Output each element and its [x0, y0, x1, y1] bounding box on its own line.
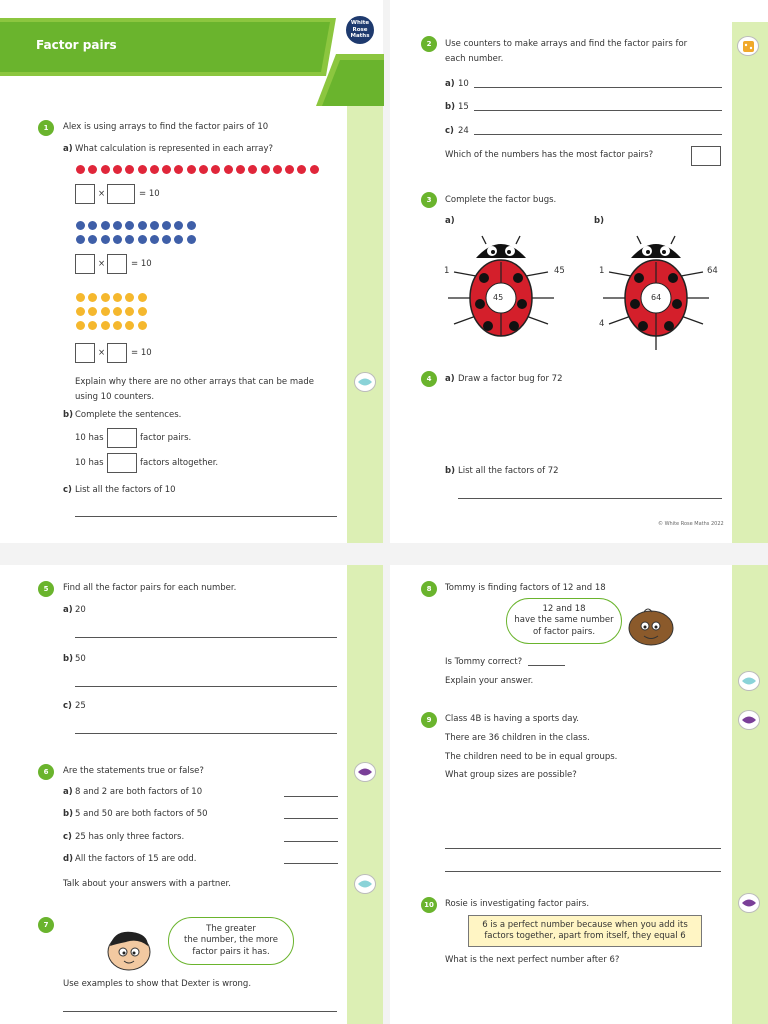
- counter: [310, 165, 319, 174]
- counter: [211, 165, 220, 174]
- counter: [88, 165, 97, 174]
- counter: [113, 165, 122, 174]
- counter: [138, 165, 147, 174]
- part-label: a): [63, 144, 73, 154]
- margin-strip: [732, 565, 768, 1024]
- item-value: 25: [75, 701, 86, 711]
- q1-explain: Explain why there are no other arrays that can be made: [75, 377, 314, 387]
- answer-line[interactable]: [474, 87, 722, 88]
- bug-factor: 64: [707, 266, 718, 276]
- counter: [113, 221, 122, 230]
- part-label: c): [63, 832, 72, 842]
- reasoning-icon: [738, 893, 760, 913]
- counter: [236, 165, 245, 174]
- sentence-end: factor pairs.: [140, 433, 192, 443]
- counter: [101, 293, 110, 302]
- part-label: c): [63, 701, 72, 711]
- counter: [138, 221, 147, 230]
- q8-intro: Tommy is finding factors of 12 and 18: [445, 583, 606, 593]
- answer-line[interactable]: [75, 516, 337, 517]
- q4a-text: Draw a factor bug for 72: [458, 374, 563, 384]
- bubble-line: 12 and 18: [542, 603, 586, 614]
- counter: [125, 321, 134, 330]
- counter: [113, 307, 122, 316]
- part-label: b): [63, 654, 73, 664]
- answer-box[interactable]: [75, 184, 95, 204]
- counter: [76, 165, 85, 174]
- margin-strip: [347, 565, 383, 1024]
- reasoning-icon: [354, 762, 376, 782]
- part-label: a): [445, 79, 455, 89]
- q2-intro: each number.: [445, 54, 504, 64]
- bubble-line: have the same number: [514, 615, 614, 626]
- dice-icon: [737, 36, 759, 56]
- part-label: a): [63, 605, 73, 615]
- logo-line: Maths: [350, 33, 370, 40]
- statement-text: All the factors of 15 are odd.: [75, 854, 197, 864]
- counter: [261, 165, 270, 174]
- counter: [187, 221, 196, 230]
- counter: [88, 235, 97, 244]
- q9-line: The children need to be in equal groups.: [445, 752, 618, 762]
- part-label: a): [445, 216, 455, 226]
- question-number: 6: [38, 764, 54, 780]
- sentence-end: factors altogether.: [140, 458, 219, 468]
- item-value: 10: [458, 79, 469, 89]
- answer-box[interactable]: [107, 428, 137, 448]
- bug-factor: 1: [444, 266, 450, 276]
- times-sign: ×: [98, 189, 106, 199]
- counter: [88, 307, 97, 316]
- counter: [174, 221, 183, 230]
- item-value: 15: [458, 102, 469, 112]
- answer-box[interactable]: [107, 343, 127, 363]
- answer-line[interactable]: [75, 637, 337, 638]
- counter: [162, 165, 171, 174]
- counter: [101, 235, 110, 244]
- q9-line: There are 36 children in the class.: [445, 733, 590, 743]
- q10-intro: Rosie is investigating factor pairs.: [445, 899, 590, 909]
- counter: [76, 293, 85, 302]
- answer-line[interactable]: [284, 818, 338, 819]
- answer-box[interactable]: [75, 254, 95, 274]
- counter: [125, 165, 134, 174]
- statement-text: 25 has only three factors.: [75, 832, 185, 842]
- q4b-text: List all the factors of 72: [458, 466, 559, 476]
- bug-factor: 45: [554, 266, 565, 276]
- answer-line[interactable]: [75, 733, 337, 734]
- header-banner: [0, 14, 384, 110]
- part-label: b): [445, 102, 455, 112]
- info-line: factors together, apart from itself, they equal 6: [484, 931, 686, 942]
- q2-question: Which of the numbers has the most factor pairs?: [445, 150, 654, 160]
- counter: [113, 293, 122, 302]
- equals-ten: = 10: [131, 348, 152, 358]
- counter: [125, 293, 134, 302]
- counter: [150, 165, 159, 174]
- q1-explain: using 10 counters.: [75, 392, 155, 402]
- counter: [88, 221, 97, 230]
- discussion-icon: [354, 372, 376, 392]
- answer-line[interactable]: [528, 665, 565, 666]
- question-number: 8: [421, 581, 437, 597]
- q1-intro: Alex is using arrays to find the factor pairs of 10: [63, 122, 269, 132]
- logo-line: White: [350, 20, 370, 26]
- answer-line[interactable]: [63, 1011, 337, 1012]
- margin-strip: [347, 60, 383, 543]
- counter: [138, 307, 147, 316]
- answer-line[interactable]: [474, 110, 722, 111]
- question-number: 1: [38, 120, 54, 136]
- speech-bubble: [168, 917, 294, 965]
- counter: [88, 321, 97, 330]
- answer-box[interactable]: [75, 343, 95, 363]
- ladybird-a-icon: [446, 232, 572, 352]
- answer-box[interactable]: [107, 184, 135, 204]
- counter: [150, 221, 159, 230]
- answer-box[interactable]: [107, 453, 137, 473]
- times-sign: ×: [98, 259, 106, 269]
- counter: [138, 235, 147, 244]
- logo-line: Rose: [352, 26, 368, 33]
- copyright: © White Rose Maths 2022: [658, 521, 724, 527]
- times-sign: ×: [98, 348, 106, 358]
- counter: [101, 221, 110, 230]
- item-value: 24: [458, 126, 469, 136]
- part-label: b): [594, 216, 604, 226]
- q8-explain: Explain your answer.: [445, 676, 534, 686]
- info-box: [468, 915, 702, 947]
- answer-line[interactable]: [284, 863, 338, 864]
- page-title: Factor pairs: [36, 38, 117, 52]
- item-value: 50: [75, 654, 86, 664]
- tommy-face-icon: [626, 606, 678, 648]
- part-label: c): [63, 485, 72, 495]
- counter: [297, 165, 306, 174]
- counter: [88, 293, 97, 302]
- answer-line[interactable]: [284, 796, 338, 797]
- counter: [113, 321, 122, 330]
- counter: [248, 165, 257, 174]
- ladybird-b-icon: [601, 232, 727, 352]
- logo: [344, 14, 376, 46]
- counter: [199, 165, 208, 174]
- bubble-line: of factor pairs.: [532, 626, 596, 637]
- answer-line[interactable]: [474, 134, 722, 135]
- q1b-text: Complete the sentences.: [75, 410, 182, 420]
- part-label: b): [63, 809, 73, 819]
- counter: [138, 293, 147, 302]
- question-number: 4: [421, 371, 437, 387]
- counter: [162, 235, 171, 244]
- counter: [174, 235, 183, 244]
- question-number: 5: [38, 581, 54, 597]
- bubble-line: factor pairs it has.: [192, 946, 270, 957]
- sentence-start: 10 has: [75, 433, 104, 443]
- item-value: 20: [75, 605, 86, 615]
- discussion-icon: [354, 874, 376, 894]
- equals-ten: = 10: [139, 189, 160, 199]
- counter: [224, 165, 233, 174]
- q8-correct: Is Tommy correct?: [445, 657, 523, 667]
- counter: [273, 165, 282, 174]
- margin-strip: [732, 22, 768, 543]
- answer-line[interactable]: [75, 686, 337, 687]
- counter: [285, 165, 294, 174]
- q6-intro: Are the statements true or false?: [63, 766, 204, 776]
- bubble-line: The greater: [206, 923, 256, 934]
- answer-line[interactable]: [445, 848, 721, 849]
- counter: [101, 307, 110, 316]
- question-number: 10: [421, 897, 437, 913]
- bug-factor: 1: [599, 266, 605, 276]
- q9-line: Class 4B is having a sports day.: [445, 714, 579, 724]
- counter: [150, 235, 159, 244]
- question-number: 2: [421, 36, 437, 52]
- q10-question: What is the next perfect number after 6?: [445, 955, 620, 965]
- counter: [125, 235, 134, 244]
- answer-line[interactable]: [445, 871, 721, 872]
- part-label: b): [63, 410, 73, 420]
- statement-text: 8 and 2 are both factors of 10: [75, 787, 203, 797]
- discussion-icon: [738, 671, 760, 691]
- statement-text: 5 and 50 are both factors of 50: [75, 809, 208, 819]
- counter: [162, 221, 171, 230]
- part-label: a): [445, 374, 455, 384]
- equals-ten: = 10: [131, 259, 152, 269]
- counter: [187, 235, 196, 244]
- q2-intro: Use counters to make arrays and find the factor pairs for: [445, 39, 688, 49]
- q9-line: What group sizes are possible?: [445, 770, 577, 780]
- counter: [113, 235, 122, 244]
- question-number: 7: [38, 917, 54, 933]
- part-label: d): [63, 854, 73, 864]
- counter: [76, 221, 85, 230]
- q1a-text: What calculation is represented in each array?: [75, 144, 274, 154]
- q7-task: Use examples to show that Dexter is wrong.: [63, 979, 252, 989]
- panel-divider-vertical: [383, 0, 390, 1024]
- dexter-face-icon: [104, 928, 154, 972]
- part-label: a): [63, 787, 73, 797]
- bug-center: 45: [493, 293, 504, 302]
- bug-center: 64: [651, 293, 662, 302]
- question-number: 9: [421, 712, 437, 728]
- counter: [174, 165, 183, 174]
- answer-box[interactable]: [107, 254, 127, 274]
- counter: [125, 221, 134, 230]
- info-line: 6 is a perfect number because when you add its: [482, 920, 688, 930]
- sentence-start: 10 has: [75, 458, 104, 468]
- q3-intro: Complete the factor bugs.: [445, 195, 557, 205]
- bubble-line: the number, the more: [184, 935, 278, 946]
- question-number: 3: [421, 192, 437, 208]
- answer-line[interactable]: [284, 841, 338, 842]
- q5-intro: Find all the factor pairs for each number.: [63, 583, 237, 593]
- counter: [76, 235, 85, 244]
- counter: [101, 165, 110, 174]
- reasoning-icon: [738, 710, 760, 730]
- q1c-text: List all the factors of 10: [75, 485, 176, 495]
- counter: [138, 321, 147, 330]
- speech-bubble: [506, 598, 622, 644]
- part-label: c): [445, 126, 454, 136]
- bug-factor: 4: [599, 319, 605, 329]
- answer-line[interactable]: [458, 498, 722, 499]
- counter: [125, 307, 134, 316]
- q6-talk: Talk about your answers with a partner.: [63, 879, 231, 889]
- part-label: b): [445, 466, 455, 476]
- answer-box[interactable]: [691, 146, 721, 166]
- counter: [187, 165, 196, 174]
- counter: [76, 321, 85, 330]
- counter: [76, 307, 85, 316]
- counter: [101, 321, 110, 330]
